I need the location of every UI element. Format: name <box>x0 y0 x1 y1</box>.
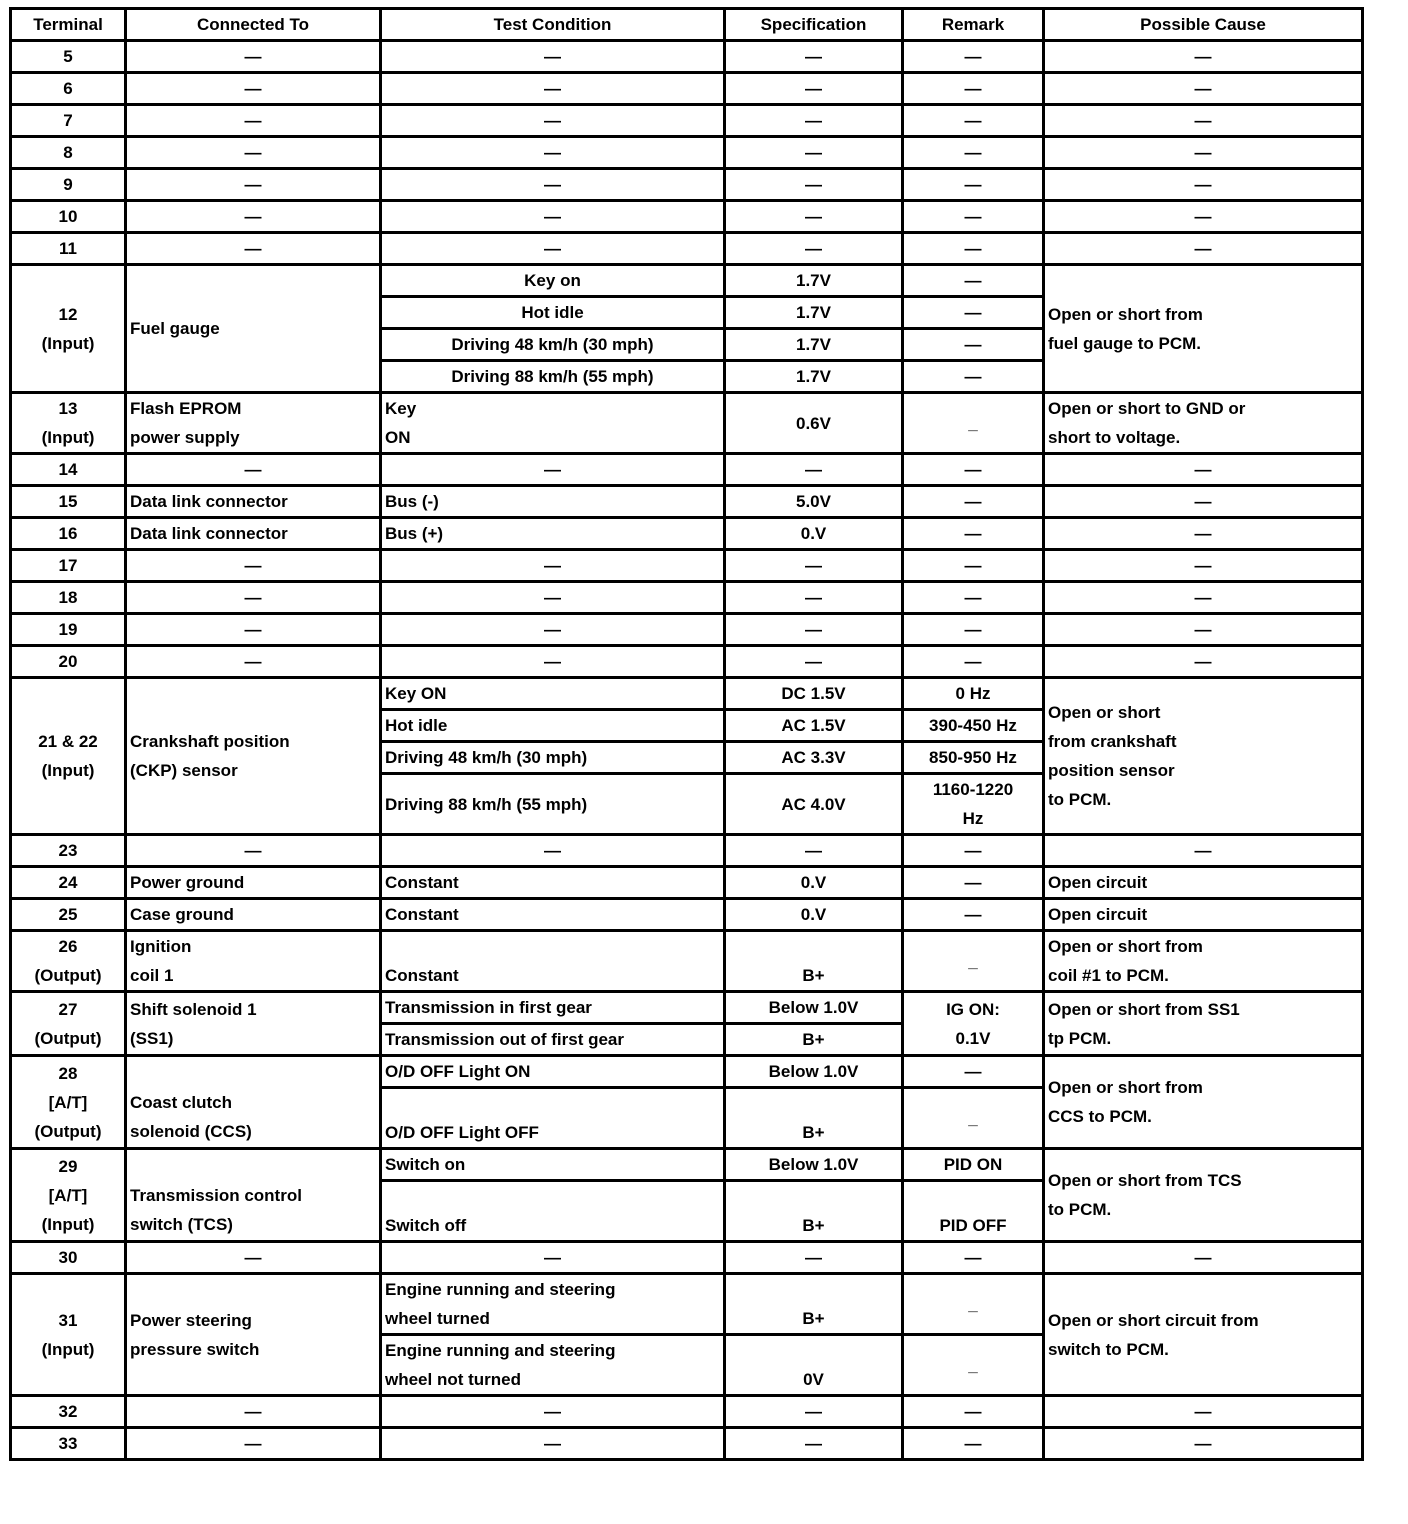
specification-cell: 1.7V <box>725 329 903 361</box>
connected-to-cell: — <box>126 550 381 582</box>
table-row <box>11 169 1363 201</box>
remark-cell: — <box>903 329 1044 361</box>
remark-cell: — <box>903 1242 1044 1274</box>
remark-cell: 0 Hz <box>903 678 1044 710</box>
test-condition-cell: — <box>381 835 725 867</box>
terminal-cell: 32 <box>11 1396 126 1428</box>
terminal-cell: 31 (Input) <box>11 1274 126 1396</box>
specification-cell: — <box>725 646 903 678</box>
test-condition-cell: Engine running and steering wheel turned <box>381 1274 725 1335</box>
specification-cell: — <box>725 1242 903 1274</box>
remark-cell: — <box>903 1396 1044 1428</box>
remark-cell: _ <box>903 1274 1044 1335</box>
remark-cell: — <box>903 582 1044 614</box>
terminal-cell: 13 (Input) <box>11 393 126 454</box>
test-condition-cell: — <box>381 646 725 678</box>
specification-cell: — <box>725 1428 903 1460</box>
remark-cell: _ <box>903 393 1044 454</box>
specification-cell: — <box>725 835 903 867</box>
connected-to-cell: — <box>126 1242 381 1274</box>
connected-to-cell: — <box>126 454 381 486</box>
possible-cause-cell: — <box>1044 835 1363 867</box>
possible-cause-cell: — <box>1044 486 1363 518</box>
specification-cell: B+ <box>725 931 903 992</box>
specification-cell: — <box>725 454 903 486</box>
terminal-cell: 11 <box>11 233 126 265</box>
test-condition-cell: Driving 88 km/h (55 mph) <box>381 774 725 835</box>
specification-cell: 0.V <box>725 899 903 931</box>
table-row <box>11 105 1363 137</box>
test-condition-cell: Driving 88 km/h (55 mph) <box>381 361 725 393</box>
test-condition-cell: — <box>381 73 725 105</box>
remark-cell: — <box>903 899 1044 931</box>
remark-cell: — <box>903 201 1044 233</box>
terminal-cell: 20 <box>11 646 126 678</box>
test-condition-cell: Constant <box>381 899 725 931</box>
table-row <box>11 992 1363 1024</box>
connected-to-cell: Fuel gauge <box>126 265 381 393</box>
table-row <box>11 582 1363 614</box>
remark-cell: — <box>903 550 1044 582</box>
table-row <box>11 265 1363 297</box>
possible-cause-cell: — <box>1044 73 1363 105</box>
test-condition-cell: Key on <box>381 265 725 297</box>
header-terminal: Terminal <box>11 9 126 41</box>
table-row <box>11 201 1363 233</box>
test-condition-cell: Driving 48 km/h (30 mph) <box>381 742 725 774</box>
specification-cell: B+ <box>725 1024 903 1056</box>
connected-to-cell: — <box>126 1428 381 1460</box>
header-row <box>11 9 1363 41</box>
remark-cell: — <box>903 105 1044 137</box>
possible-cause-cell: — <box>1044 1242 1363 1274</box>
test-condition-cell: Constant <box>381 931 725 992</box>
specification-cell: — <box>725 41 903 73</box>
test-condition-cell: — <box>381 233 725 265</box>
possible-cause-cell: — <box>1044 137 1363 169</box>
possible-cause-cell: Open circuit <box>1044 899 1363 931</box>
remark-cell: _ <box>903 1088 1044 1149</box>
connected-to-cell: Ignition coil 1 <box>126 931 381 992</box>
specification-cell: Below 1.0V <box>725 1056 903 1088</box>
terminal-cell: 19 <box>11 614 126 646</box>
connected-to-cell: — <box>126 582 381 614</box>
connected-to-cell: Data link connector <box>126 486 381 518</box>
terminal-cell: 10 <box>11 201 126 233</box>
specification-cell: Below 1.0V <box>725 992 903 1024</box>
test-condition-cell: — <box>381 1242 725 1274</box>
table-row <box>11 393 1363 454</box>
connected-to-cell: — <box>126 169 381 201</box>
test-condition-cell: Constant <box>381 867 725 899</box>
specification-cell: 1.7V <box>725 297 903 329</box>
specification-cell: — <box>725 105 903 137</box>
remark-cell: — <box>903 646 1044 678</box>
possible-cause-cell: Open or short circuit from switch to PCM. <box>1044 1274 1363 1396</box>
terminal-cell: 23 <box>11 835 126 867</box>
specification-cell: 1.7V <box>725 361 903 393</box>
terminal-cell: 30 <box>11 1242 126 1274</box>
test-condition-cell: O/D OFF Light ON <box>381 1056 725 1088</box>
table-row <box>11 233 1363 265</box>
specification-cell: DC 1.5V <box>725 678 903 710</box>
remark-cell: — <box>903 1056 1044 1088</box>
specification-cell: 0V <box>725 1335 903 1396</box>
test-condition-cell: — <box>381 614 725 646</box>
header-remark: Remark <box>903 9 1044 41</box>
specification-cell: — <box>725 201 903 233</box>
test-condition-cell: O/D OFF Light OFF <box>381 1088 725 1149</box>
remark-cell: _ <box>903 931 1044 992</box>
test-condition-cell: Switch on <box>381 1149 725 1181</box>
test-condition-cell: — <box>381 105 725 137</box>
table-row <box>11 137 1363 169</box>
test-condition-cell: Hot idle <box>381 297 725 329</box>
possible-cause-cell: — <box>1044 41 1363 73</box>
possible-cause-cell: — <box>1044 550 1363 582</box>
terminal-cell: 15 <box>11 486 126 518</box>
header-test-condition: Test Condition <box>381 9 725 41</box>
table-row <box>11 73 1363 105</box>
possible-cause-cell: — <box>1044 646 1363 678</box>
possible-cause-cell: Open or short to GND or short to voltage. <box>1044 393 1363 454</box>
test-condition-cell: — <box>381 41 725 73</box>
connected-to-cell: — <box>126 41 381 73</box>
remark-cell: 850-950 Hz <box>903 742 1044 774</box>
table-row <box>11 899 1363 931</box>
possible-cause-cell: Open or short from crankshaft position sensor to PCM. <box>1044 678 1363 835</box>
specification-cell: B+ <box>725 1274 903 1335</box>
remark-cell: — <box>903 361 1044 393</box>
connected-to-cell: — <box>126 646 381 678</box>
header-possible-cause: Possible Cause <box>1044 9 1363 41</box>
table-row <box>11 454 1363 486</box>
remark-cell: _ <box>903 1335 1044 1396</box>
possible-cause-cell: — <box>1044 169 1363 201</box>
connected-to-cell: — <box>126 233 381 265</box>
test-condition-cell: Hot idle <box>381 710 725 742</box>
specification-cell: AC 3.3V <box>725 742 903 774</box>
table-row <box>11 646 1363 678</box>
table-row <box>11 835 1363 867</box>
connected-to-cell: — <box>126 201 381 233</box>
test-condition-cell: — <box>381 454 725 486</box>
connected-to-cell: Power ground <box>126 867 381 899</box>
terminal-cell: 8 <box>11 137 126 169</box>
remark-cell: — <box>903 297 1044 329</box>
terminal-cell: 26 (Output) <box>11 931 126 992</box>
terminal-cell: 14 <box>11 454 126 486</box>
terminal-cell: 9 <box>11 169 126 201</box>
remark-cell: — <box>903 41 1044 73</box>
test-condition-cell: Bus (-) <box>381 486 725 518</box>
terminal-cell: 5 <box>11 41 126 73</box>
test-condition-cell: Transmission out of first gear <box>381 1024 725 1056</box>
table-row <box>11 614 1363 646</box>
test-condition-cell: — <box>381 1396 725 1428</box>
specification-cell: — <box>725 169 903 201</box>
test-condition-cell: Transmission in first gear <box>381 992 725 1024</box>
test-condition-cell: — <box>381 582 725 614</box>
remark-cell: PID OFF <box>903 1181 1044 1242</box>
specification-cell: — <box>725 614 903 646</box>
connected-to-cell: — <box>126 137 381 169</box>
specification-cell: — <box>725 582 903 614</box>
table-row <box>11 486 1363 518</box>
specification-cell: 0.V <box>725 518 903 550</box>
connected-to-cell: Data link connector <box>126 518 381 550</box>
table-row <box>11 867 1363 899</box>
possible-cause-cell: — <box>1044 105 1363 137</box>
connected-to-cell: — <box>126 1396 381 1428</box>
remark-cell: — <box>903 169 1044 201</box>
connected-to-cell: — <box>126 614 381 646</box>
specification-cell: B+ <box>725 1088 903 1149</box>
possible-cause-cell: Open or short from fuel gauge to PCM. <box>1044 265 1363 393</box>
connected-to-cell: Shift solenoid 1 (SS1) <box>126 992 381 1056</box>
table-row <box>11 1428 1363 1460</box>
remark-cell: — <box>903 73 1044 105</box>
header-connected-to: Connected To <box>126 9 381 41</box>
remark-cell: 390-450 Hz <box>903 710 1044 742</box>
test-condition-cell: — <box>381 169 725 201</box>
terminal-cell: 28 [A/T] (Output) <box>11 1056 126 1149</box>
specification-cell: 5.0V <box>725 486 903 518</box>
specification-cell: — <box>725 550 903 582</box>
test-condition-cell: Key ON <box>381 678 725 710</box>
test-condition-cell: — <box>381 137 725 169</box>
table-row <box>11 678 1363 710</box>
possible-cause-cell: — <box>1044 454 1363 486</box>
connected-to-cell: Transmission control switch (TCS) <box>126 1149 381 1242</box>
specification-cell: — <box>725 137 903 169</box>
terminal-cell: 21 & 22 (Input) <box>11 678 126 835</box>
connected-to-cell: — <box>126 105 381 137</box>
remark-cell: — <box>903 486 1044 518</box>
remark-cell: — <box>903 518 1044 550</box>
table-row <box>11 1056 1363 1088</box>
remark-cell: 1160-1220 Hz <box>903 774 1044 835</box>
connected-to-cell: Coast clutch solenoid (CCS) <box>126 1056 381 1149</box>
test-condition-cell: Switch off <box>381 1181 725 1242</box>
terminal-cell: 33 <box>11 1428 126 1460</box>
connected-to-cell: — <box>126 73 381 105</box>
possible-cause-cell: — <box>1044 1396 1363 1428</box>
table-row <box>11 550 1363 582</box>
test-condition-cell: Bus (+) <box>381 518 725 550</box>
specification-cell: — <box>725 233 903 265</box>
terminal-cell: 16 <box>11 518 126 550</box>
possible-cause-cell: — <box>1044 201 1363 233</box>
possible-cause-cell: Open or short from CCS to PCM. <box>1044 1056 1363 1149</box>
remark-cell: — <box>903 614 1044 646</box>
test-condition-cell: — <box>381 201 725 233</box>
table-row <box>11 1274 1363 1335</box>
table-row <box>11 931 1363 992</box>
remark-cell: — <box>903 835 1044 867</box>
specification-cell: AC 1.5V <box>725 710 903 742</box>
remark-cell: PID ON <box>903 1149 1044 1181</box>
test-condition-cell: Engine running and steering wheel not turned <box>381 1335 725 1396</box>
specification-cell: Below 1.0V <box>725 1149 903 1181</box>
terminal-cell: 18 <box>11 582 126 614</box>
remark-cell: — <box>903 265 1044 297</box>
connected-to-cell: — <box>126 835 381 867</box>
specification-cell: AC 4.0V <box>725 774 903 835</box>
table-row <box>11 1149 1363 1181</box>
terminal-cell: 24 <box>11 867 126 899</box>
remark-cell: — <box>903 454 1044 486</box>
connected-to-cell: Power steering pressure switch <box>126 1274 381 1396</box>
remark-cell: — <box>903 233 1044 265</box>
test-condition-cell: — <box>381 550 725 582</box>
possible-cause-cell: — <box>1044 614 1363 646</box>
possible-cause-cell: Open circuit <box>1044 867 1363 899</box>
table-row <box>11 1396 1363 1428</box>
possible-cause-cell: — <box>1044 1428 1363 1460</box>
possible-cause-cell: — <box>1044 233 1363 265</box>
specification-cell: 1.7V <box>725 265 903 297</box>
connected-to-cell: Case ground <box>126 899 381 931</box>
terminal-cell: 7 <box>11 105 126 137</box>
remark-cell: — <box>903 137 1044 169</box>
possible-cause-cell: — <box>1044 518 1363 550</box>
connected-to-cell: Crankshaft position (CKP) sensor <box>126 678 381 835</box>
table-row <box>11 1242 1363 1274</box>
header-specification: Specification <box>725 9 903 41</box>
test-condition-cell: — <box>381 1428 725 1460</box>
table-body <box>11 41 1363 1460</box>
possible-cause-cell: Open or short from TCS to PCM. <box>1044 1149 1363 1242</box>
terminal-cell: 17 <box>11 550 126 582</box>
test-condition-cell: Key ON <box>381 393 725 454</box>
terminal-cell: 6 <box>11 73 126 105</box>
specification-cell: 0.6V <box>725 393 903 454</box>
possible-cause-cell: Open or short from SS1 tp PCM. <box>1044 992 1363 1056</box>
remark-cell: — <box>903 1428 1044 1460</box>
remark-cell: IG ON: 0.1V <box>903 992 1044 1056</box>
terminal-cell: 12 (Input) <box>11 265 126 393</box>
table-row <box>11 41 1363 73</box>
specification-cell: B+ <box>725 1181 903 1242</box>
specification-cell: — <box>725 1396 903 1428</box>
table-row <box>11 518 1363 550</box>
terminal-table <box>9 7 1364 1461</box>
remark-cell: — <box>903 867 1044 899</box>
specification-cell: — <box>725 73 903 105</box>
specification-cell: 0.V <box>725 867 903 899</box>
possible-cause-cell: Open or short from coil #1 to PCM. <box>1044 931 1363 992</box>
terminal-cell: 27 (Output) <box>11 992 126 1056</box>
test-condition-cell: Driving 48 km/h (30 mph) <box>381 329 725 361</box>
possible-cause-cell: — <box>1044 582 1363 614</box>
terminal-cell: 29 [A/T] (Input) <box>11 1149 126 1242</box>
connected-to-cell: Flash EPROM power supply <box>126 393 381 454</box>
terminal-cell: 25 <box>11 899 126 931</box>
